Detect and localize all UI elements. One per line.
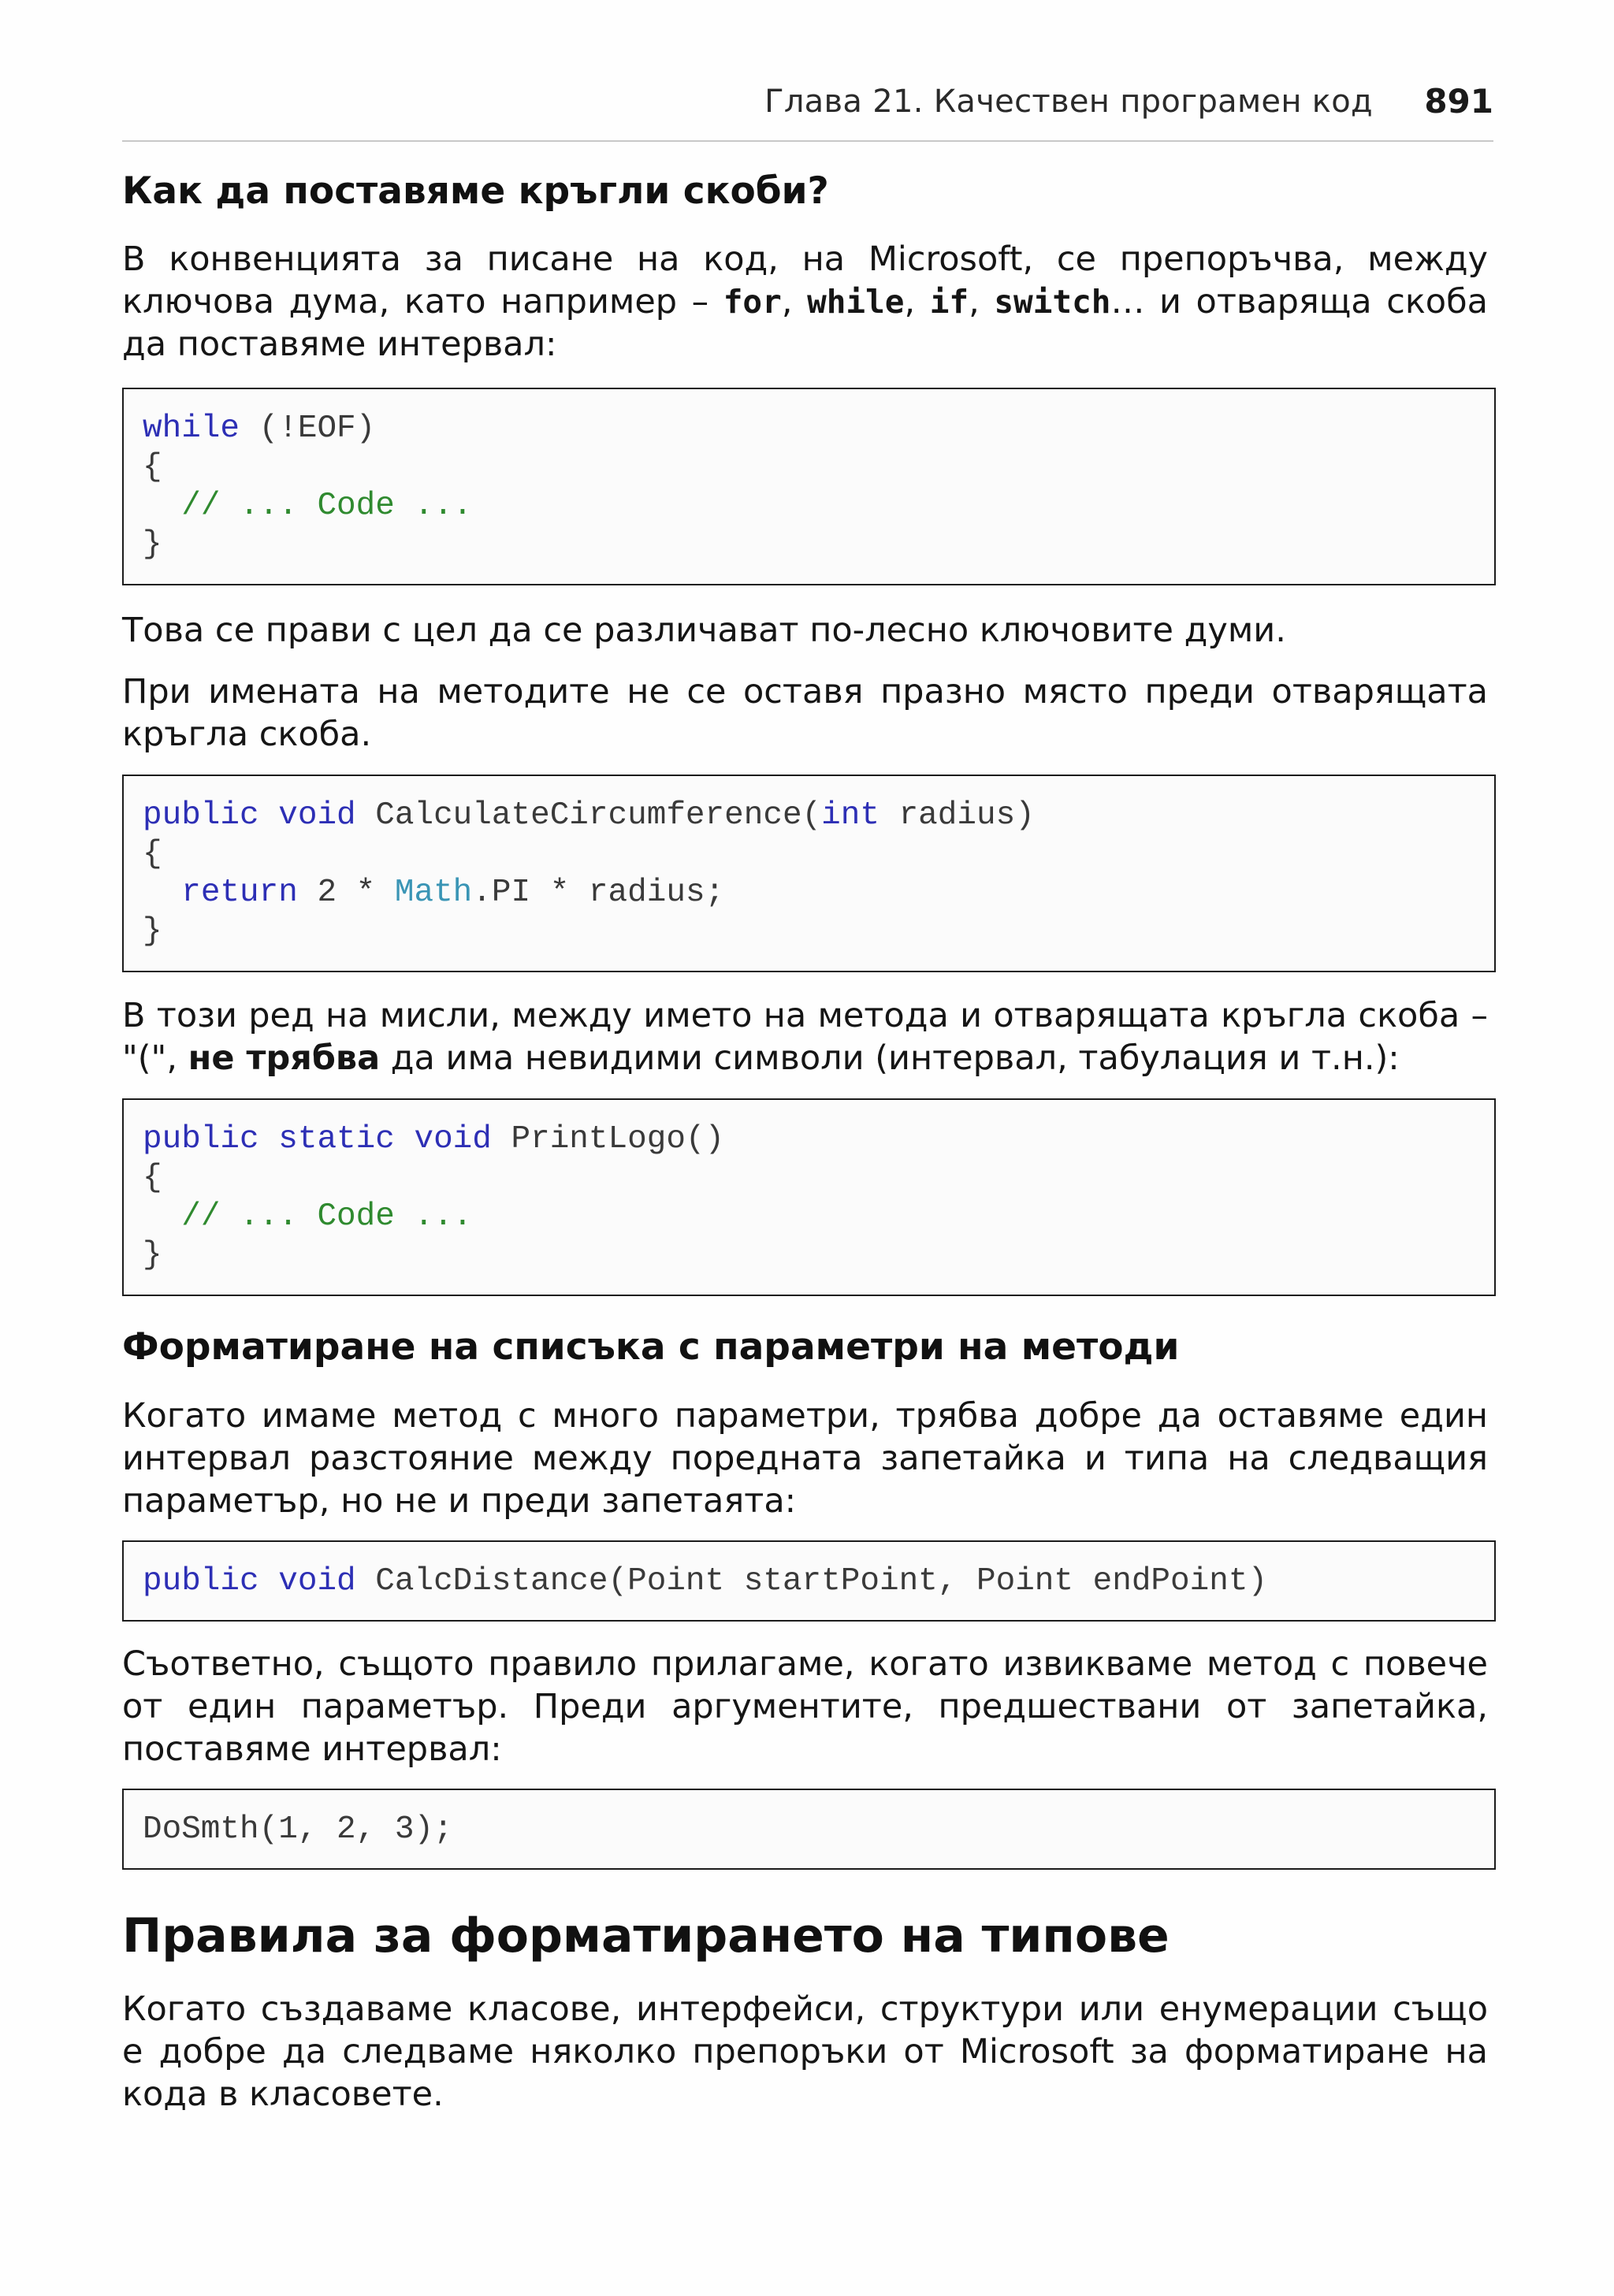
section-heading-type-formatting: Правила за форматирането на типове bbox=[122, 1908, 1170, 1963]
paragraph-argument-spacing: Съответно, същото правило прилагаме, когато извикваме метод с повече от един параметър. Преди аргументите, предшествани от запетайка, поставяме интервал: bbox=[122, 1644, 1488, 1769]
chapter-title: Глава 21. Качествен програмен код bbox=[764, 84, 1373, 120]
page-number: 891 bbox=[1424, 82, 1493, 121]
code-block-calculate-circumference: public void CalculateCircumference(int radius) { return 2 * Math.PI * radius; } bbox=[122, 775, 1496, 972]
paragraph-no-invisible-chars: В този ред на мисли, между името на метода и отварящата кръгла скоба – "(", не трябва да има невидими символи (интервал, табулация и т.н.): bbox=[122, 996, 1488, 1078]
code-block-print-logo: public static void PrintLogo() { // ... Code ... } bbox=[122, 1098, 1496, 1296]
section-heading-parameter-list: Форматиране на списъка с параметри на методи bbox=[122, 1325, 1180, 1369]
code-block-while-loop: while (!EOF) { // ... Code ... } bbox=[122, 388, 1496, 585]
code-block-calc-distance: public void CalcDistance(Point startPoint, Point endPoint) bbox=[122, 1540, 1496, 1622]
paragraph-method-names: При имената на методите не се оставя празно място преди отварящата кръгла скоба. bbox=[122, 672, 1488, 754]
section-heading-parentheses: Как да поставяме кръгли скоби? bbox=[122, 169, 829, 213]
code-block-do-smth: DoSmth(1, 2, 3); bbox=[122, 1789, 1496, 1870]
paragraph-parameter-spacing: Когато имаме метод с много параметри, трябва добре да оставяме един интервал разстояние между поредната запетайка и типа на следващия параметър, но не и преди запетаята: bbox=[122, 1396, 1488, 1521]
paragraph-keyword-spacing: В конвенцията за писане на код, на Microsoft, се препоръчва, между ключова дума, като например – for, while, if, switch… и отваряща скоба да поставяме интервал: bbox=[122, 240, 1488, 364]
paragraph-keyword-reason: Това се прави с цел да се различават по-лесно ключовите думи. bbox=[122, 611, 1286, 650]
paragraph-type-formatting: Когато създаваме класове, интерфейси, структури или енумерации също е добре да следваме няколко препоръки от Microsoft за форматиране на кода в класовете. bbox=[122, 1989, 1488, 2114]
running-header bbox=[122, 79, 1493, 142]
